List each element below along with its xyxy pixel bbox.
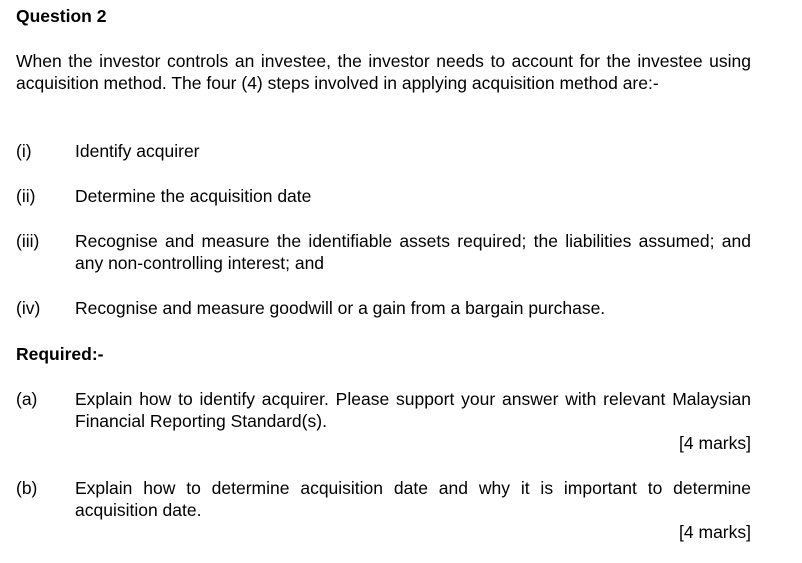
- step-text: Determine the acquisition date: [75, 186, 312, 206]
- part-label: (b): [16, 478, 38, 498]
- step-number: (iii): [16, 231, 40, 251]
- step-text: Identify acquirer: [75, 141, 200, 161]
- part-marks: [4 marks]: [679, 433, 751, 453]
- question-document: [16, 0, 752, 563]
- part-label: (a): [16, 389, 38, 409]
- required-heading: Required:-: [16, 344, 104, 364]
- question-intro: When the investor controls an investee, the investor needs to account for the investee using acquisition method. The four (4) steps involved in applying acquisition method are:-: [16, 51, 751, 93]
- step-number: (ii): [16, 186, 36, 206]
- step-number: (i): [16, 141, 32, 161]
- part-text: Explain how to identify acquirer. Please support your answer with relevant Malaysian Financial Reporting Standard(s).: [75, 389, 751, 431]
- step-text: Recognise and measure the identifiable assets required; the liabilities assumed; and any non-controlling interest; and: [75, 231, 751, 273]
- part-text: Explain how to determine acquisition date and why it is important to determine acquisition date.: [75, 478, 751, 520]
- part-marks: [4 marks]: [679, 522, 751, 542]
- question-title: Question 2: [16, 6, 107, 26]
- step-number: (iv): [16, 298, 41, 318]
- step-text: Recognise and measure goodwill or a gain from a bargain purchase.: [75, 298, 606, 318]
